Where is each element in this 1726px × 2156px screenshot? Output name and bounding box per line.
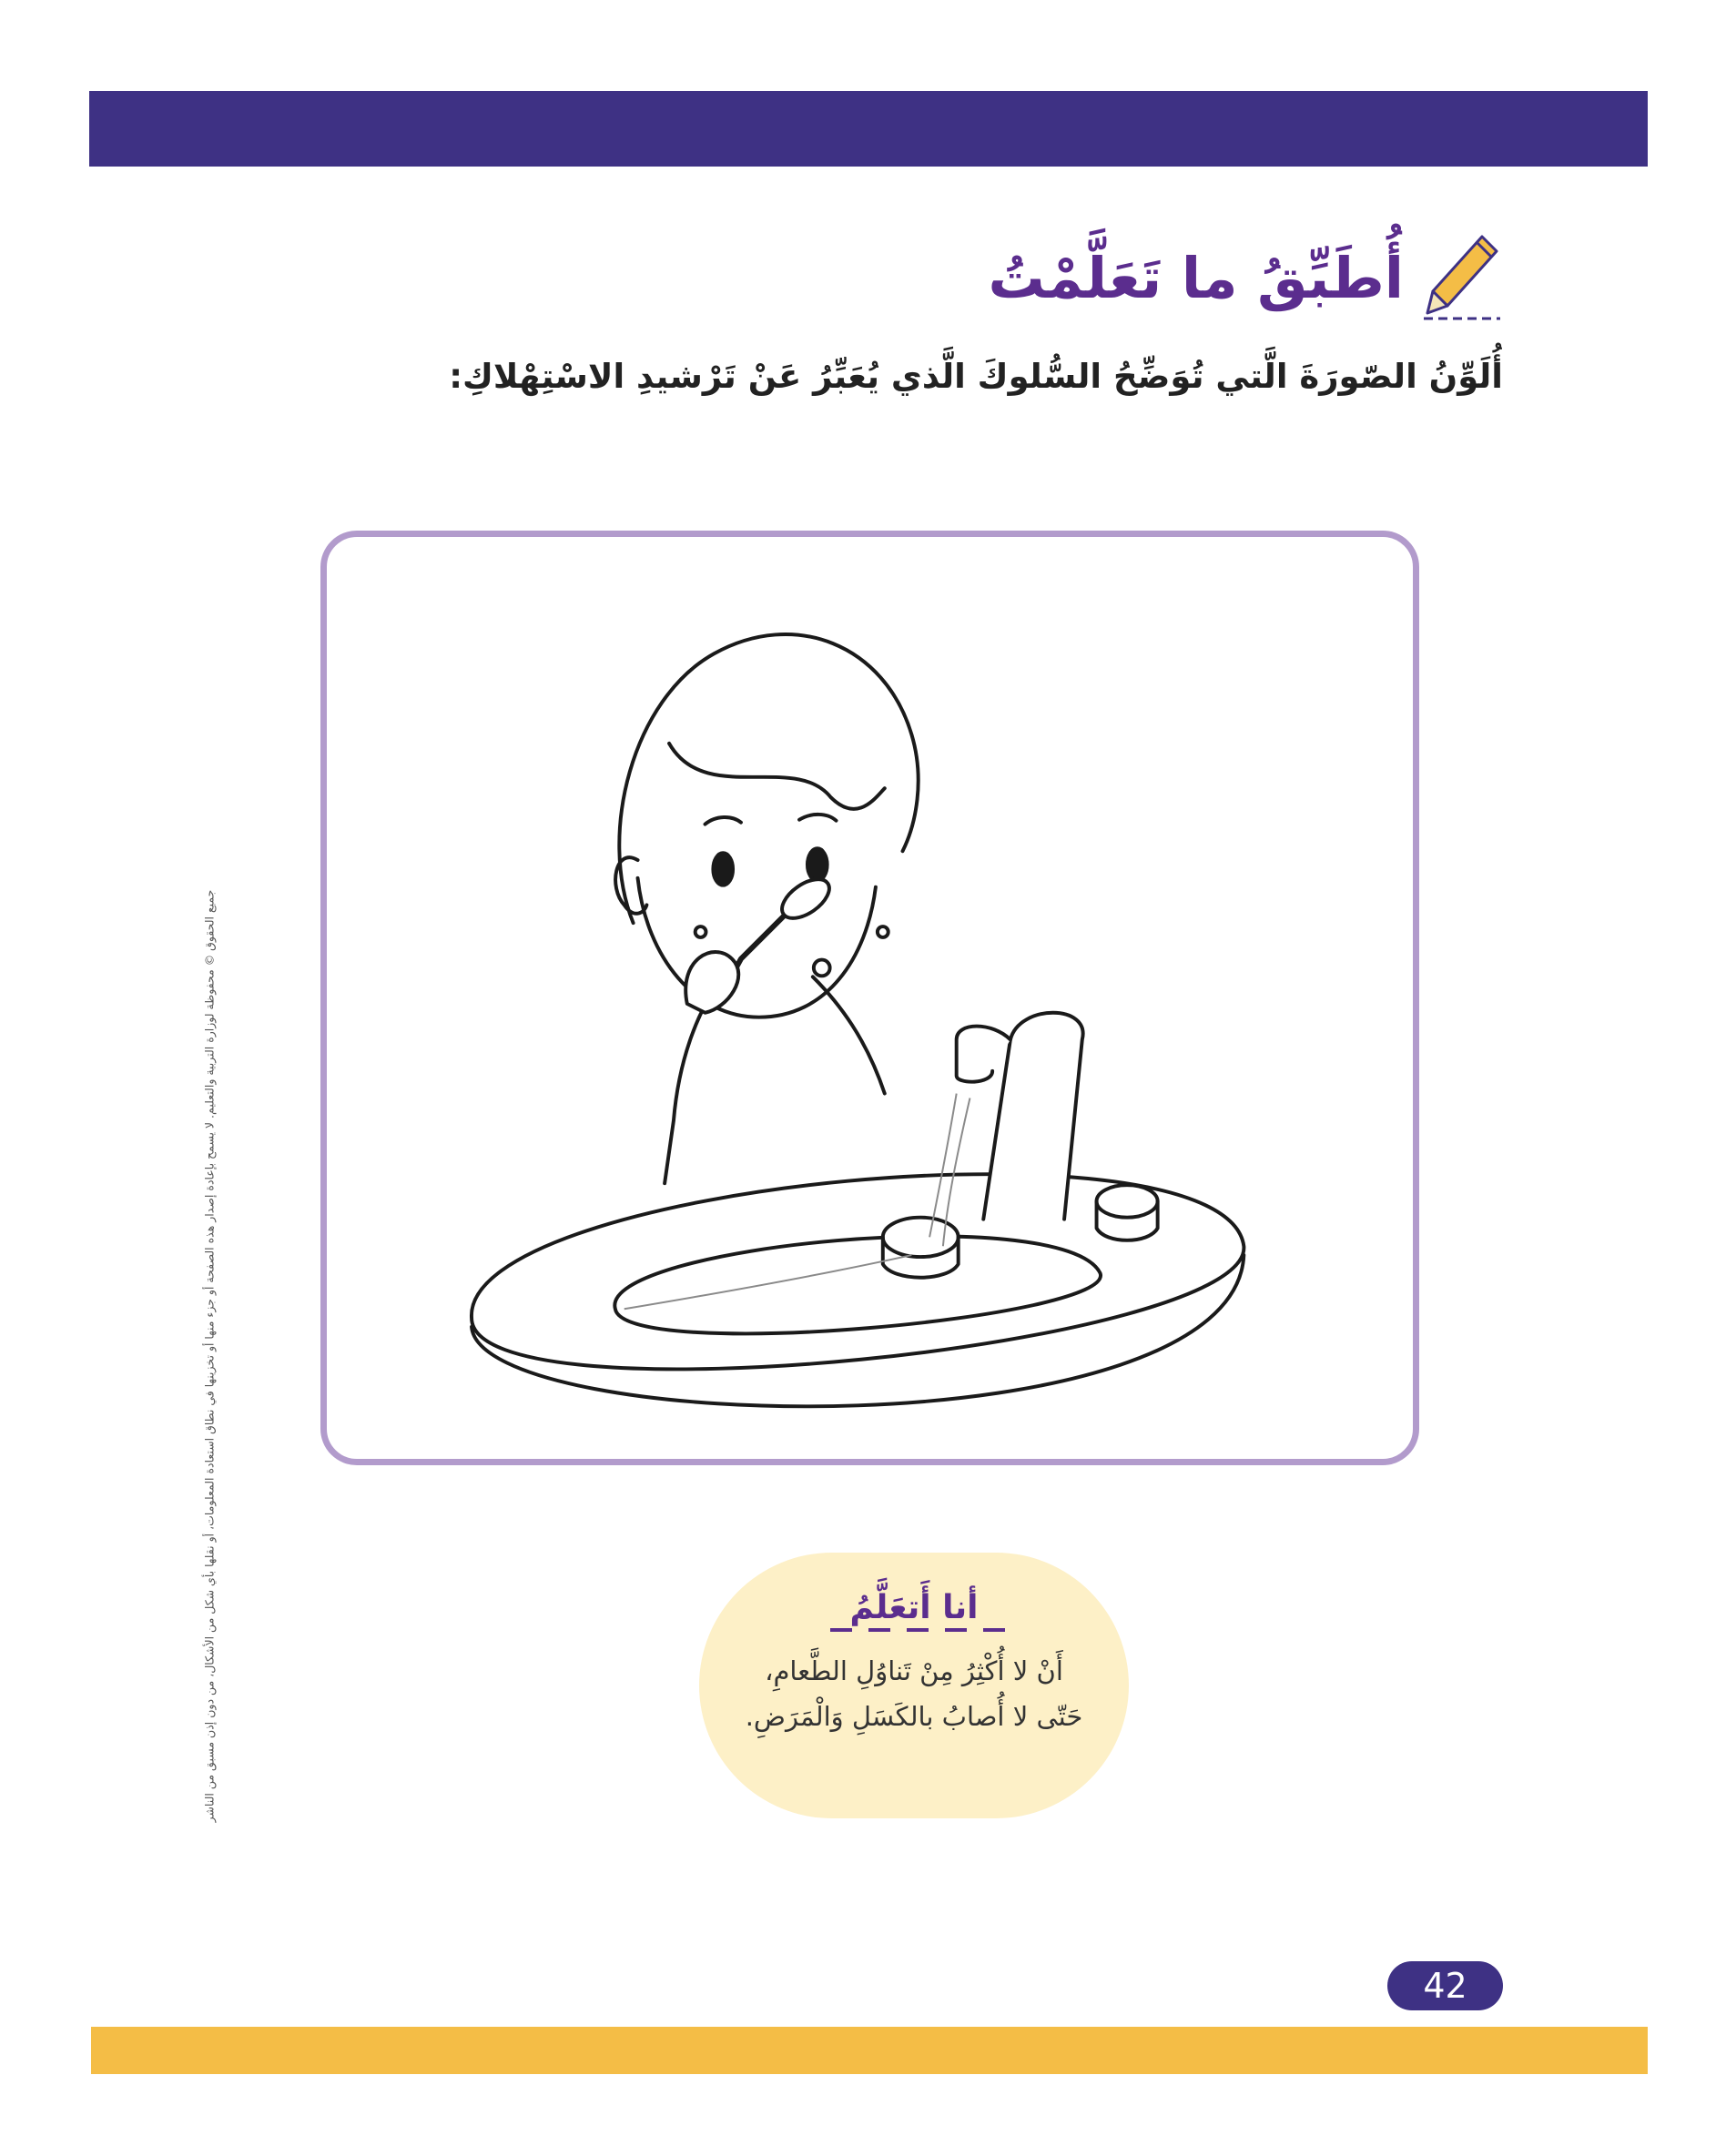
bottom-color-bar [91,2027,1648,2074]
i-learn-line-2: حَتّى لا أُصابُ بالكَسَلِ وَالْمَرَضِ. [745,1701,1083,1732]
section-heading [989,228,1508,328]
instruction-text: أُلَوِّنُ الصّورَةَ الَّتي تُوَضِّحُ السُّلوكَ الَّذي يُعَبِّرُ عَنْ تَرْشيدِ الاسْتِهْلاكِ: [449,357,1503,396]
title-underline-dashes [823,1628,1005,1632]
i-learn-title: أنا أَتعَلَّمُ [849,1589,979,1626]
copyright-text: جميع الحقوق © محفوظة لوزارة التربية والتعليم. لا يسمح بإعادة إصدار هذه الصفحة أو جزء منها أو تخزينها في نطاق استعادة المعلومات، أو نقلها بأي شكل من الأشكال، من دون إذن مسبق من الناشر [202,889,217,1823]
boy-brushing-teeth-illustration [327,537,1413,1459]
coloring-image-frame [320,531,1419,1465]
copyright-side-note [200,846,218,1866]
page-number: 42 [1387,1961,1503,2010]
pencil-icon [1416,228,1508,328]
heading-title: أُطَبِّقُ ما تَعَلَّمْتُ [988,244,1404,311]
top-color-bar [89,91,1648,167]
i-learn-text [699,1648,1129,1739]
i-learn-box [699,1553,1129,1818]
i-learn-line-1: أَنْ لا أُكْثِرُ مِنْ تَناوُلِ الطَّعامِ، [765,1655,1063,1686]
